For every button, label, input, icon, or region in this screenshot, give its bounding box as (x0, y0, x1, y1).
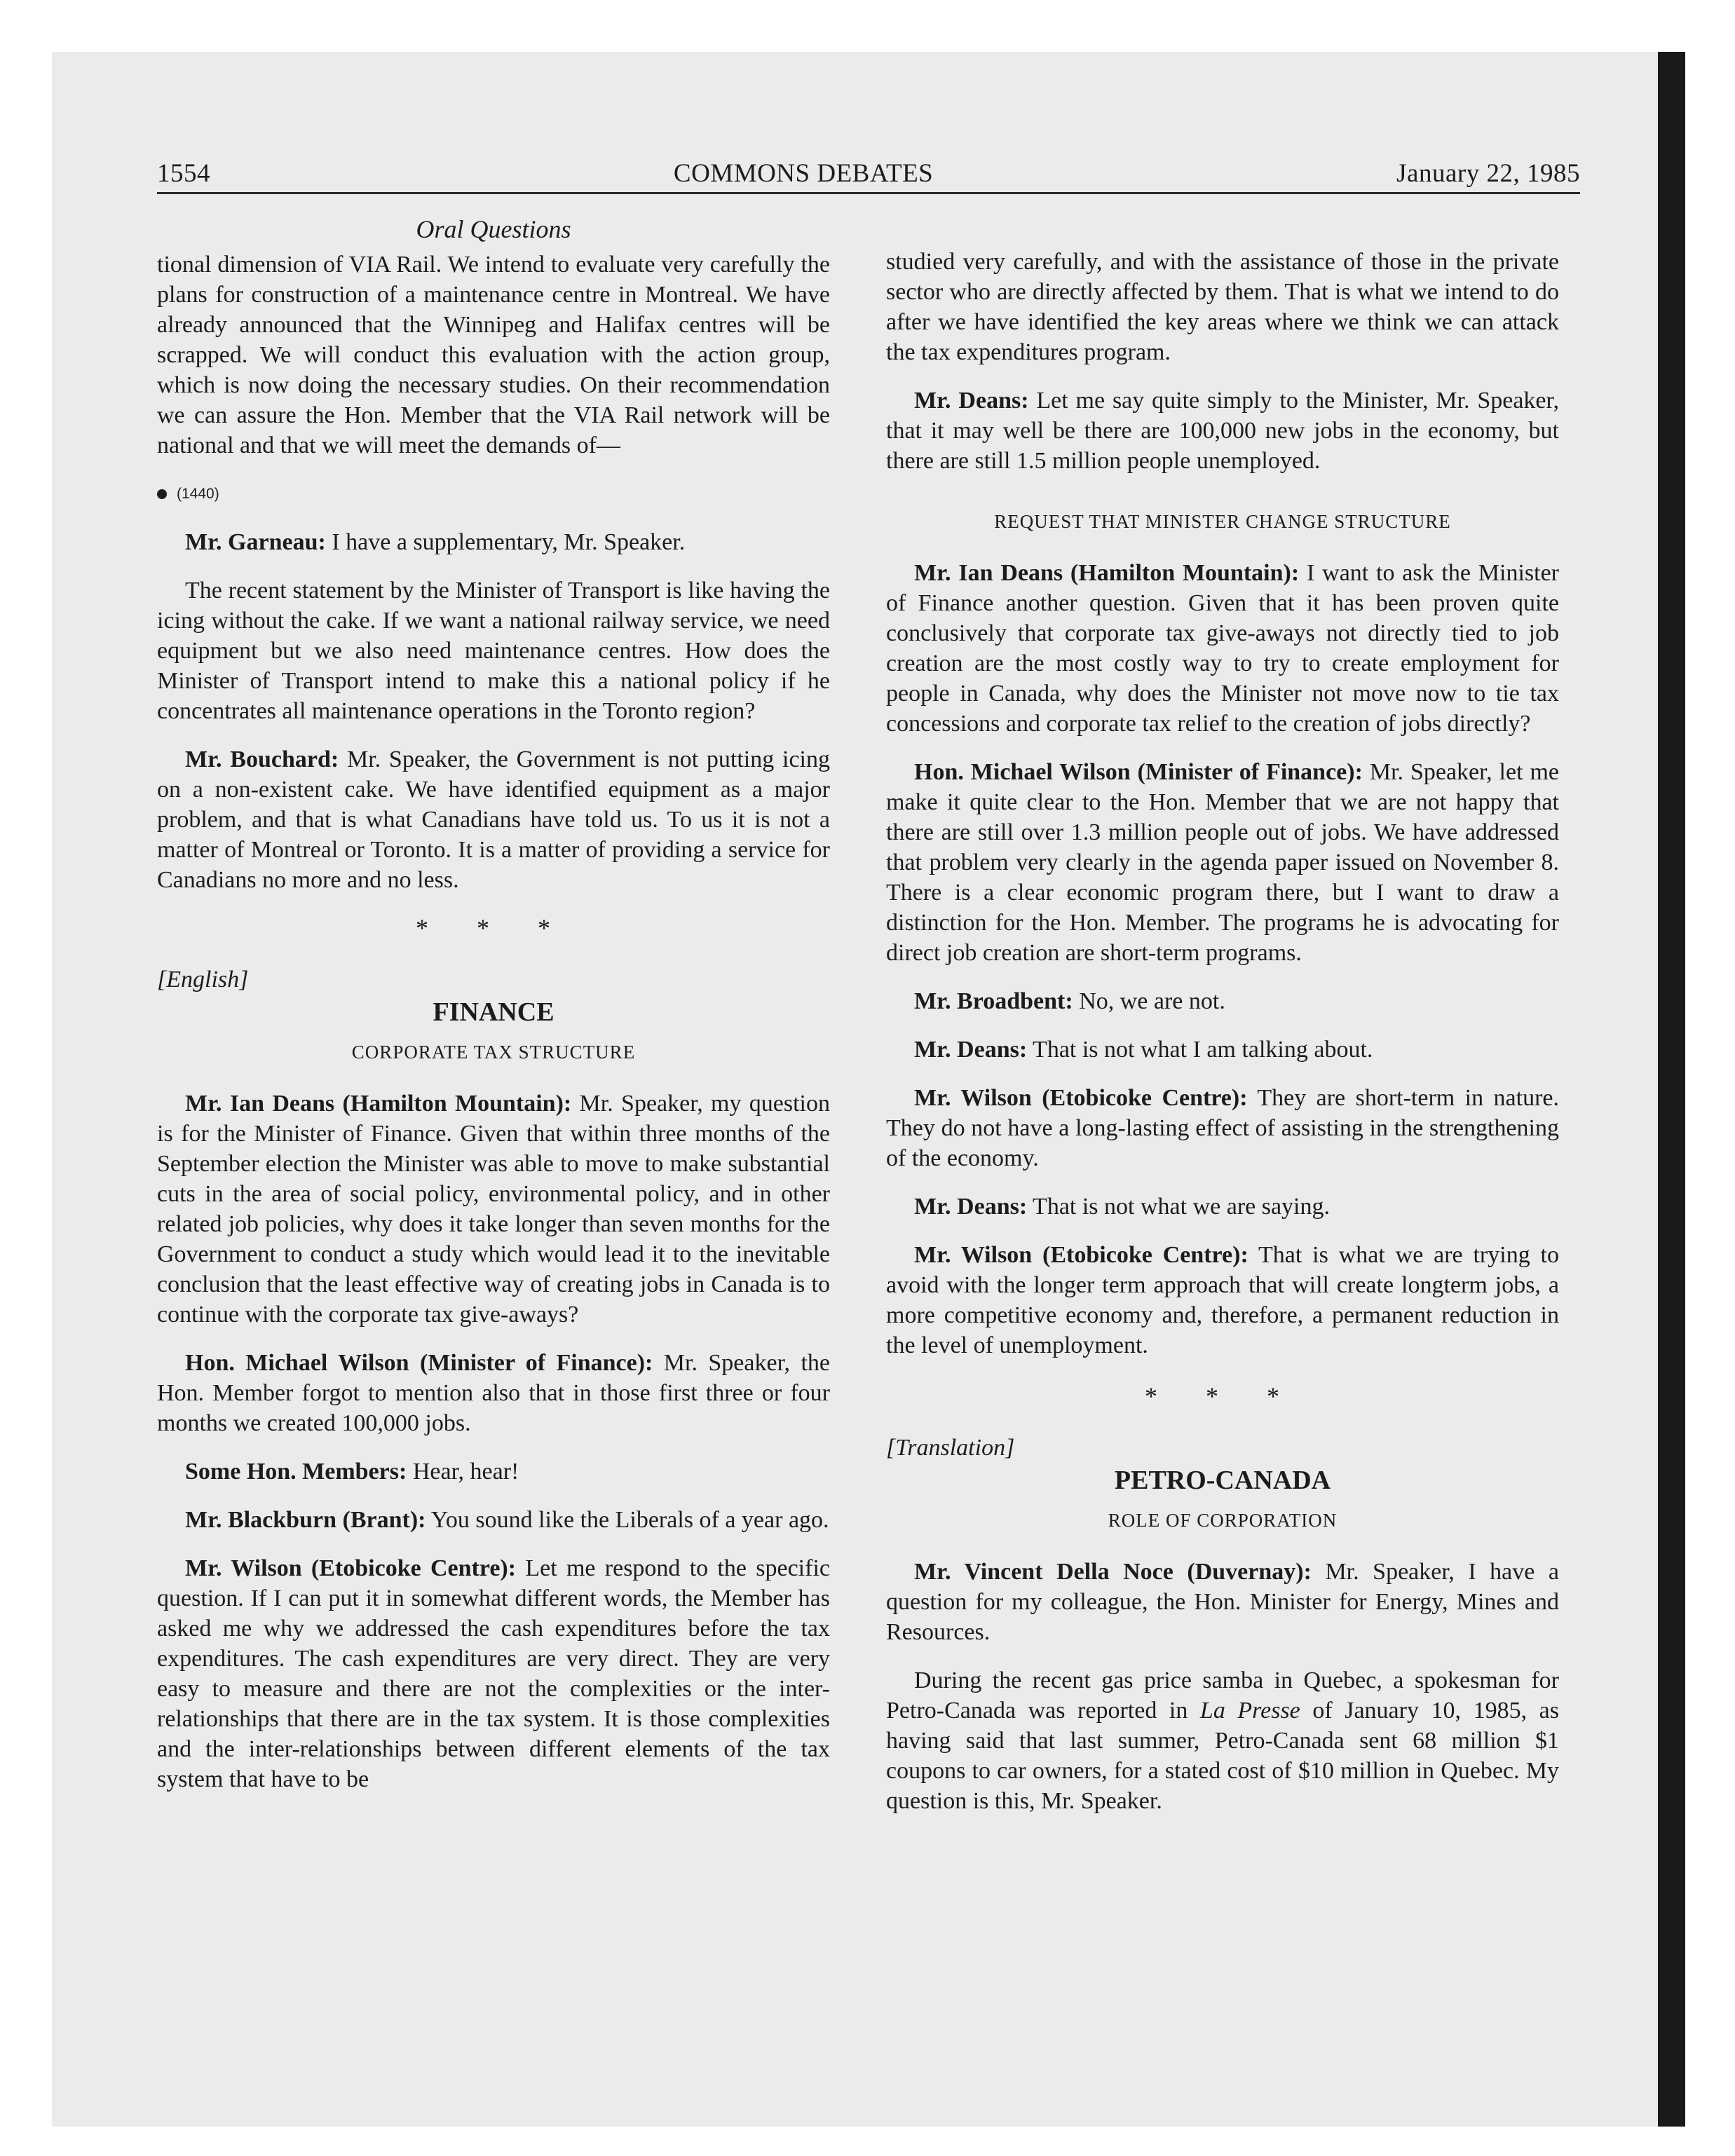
paragraph (886, 757, 1559, 968)
speech-text: I want to ask the Minister of Finance another question. Given that it has been proven quite conclusively that corporate tax give-aways not directly tied to job creation are the most costly way to try to create employment for people in Canada, why does the Minister not move now to tie tax concessions and corporate tax relief to the creation of jobs directly? (886, 560, 1559, 737)
paragraph (157, 1505, 830, 1535)
time-marker (157, 479, 830, 509)
speech-text: Mr. Speaker, my question is for the Minister of Finance. Given that within three months of the September election the Minister was able to move to make substantial cuts in the area of social policy, environmental policy, and in other related job policies, why does it take longer than seven months for the Government to conduct a study which would lead it to the inevitable conclusion that the least effective way of creating jobs in Canada is to continue with the corporate tax give-aways? (157, 1091, 831, 1328)
publication-title: COMMONS DEBATES (673, 159, 934, 188)
speech-text: Mr. Speaker, the Government is not putting icing on a non-existent cake. We have identified equipment as a major problem, and that is what Canadians have told us. To us it is not a matter of Montreal or Toronto. It is a matter of providing a service for Canadians no more and no less. (157, 746, 830, 893)
speaker-name: Mr. Ian Deans (Hamilton Mountain): (914, 560, 1300, 586)
speech-text: Let me respond to the specific question. If I can put it in somewhat different words, the Member has asked me why we addressed the cash expenditures before the tax expenditures. The cash expenditures are very direct. They are very easy to measure and there are not the complexities or the inter-relationships that there are in the tax system. It is those complexities and the inter-relationships between different elements of the tax system that have to be (157, 1555, 830, 1792)
running-head (157, 158, 1580, 189)
speech-text: That is not what we are saying. (1027, 1194, 1330, 1220)
page-date: January 22, 1985 (1396, 159, 1580, 188)
paragraph: The recent statement by the Minister of Transport is like having the icing without the cake. If we want a national railway service, we need equipment but we also need maintenance centres. How does the Minister of Transport intend to make this a national policy if he concentrates all maintenance operations in the Toronto region? (157, 578, 830, 724)
speaker-name: Some Hon. Members: (185, 1459, 407, 1485)
paragraph (157, 1348, 830, 1438)
paragraph (886, 1240, 1559, 1360)
language-tag: [English] (157, 967, 249, 992)
section-label: Oral Questions (416, 215, 571, 243)
paragraph (886, 558, 1559, 739)
paragraph (886, 986, 1559, 1016)
paragraph (157, 744, 830, 895)
speech-text: Let me say quite simply to the Minister, Mr. Speaker, that it may well be there are 100,000 new jobs in the economy, but there are still 1.5 million people unemployed. (886, 388, 1559, 474)
speech-text: Hear, hear! (407, 1459, 519, 1485)
paragraph: tional dimension of VIA Rail. We intend to evaluate very carefully the plans for construction of a maintenance centre in Montreal. We have already announced that the Winnipeg and Halifax centres will be scrapped. We will conduct this evaluation with the action group, which is now doing the necessary studies. On their recommendation we can assure the Hon. Member that the VIA Rail network will be national and that we will meet the demands of— (157, 252, 830, 458)
language-tag: [Translation] (886, 1435, 1015, 1461)
speech-text: Mr. Speaker, I have a question for my colleague, the Hon. Minister for Energy, Mines and Resources. (886, 1559, 1559, 1645)
paragraph (886, 1665, 1559, 1816)
speaker-name: Mr. Broadbent: (914, 988, 1073, 1014)
paragraph (157, 1089, 830, 1330)
section-subheading: ROLE OF CORPORATION (1108, 1510, 1338, 1531)
speaker-name: Mr. Blackburn (Brant): (185, 1507, 426, 1533)
speech-text: Mr. Speaker, the Hon. Member forgot to mention also that in those first three or four months we created 100,000 jobs. (157, 1350, 830, 1436)
speaker-name: Mr. Garneau: (185, 529, 326, 555)
paragraph (886, 1035, 1559, 1065)
speaker-name: Hon. Michael Wilson (Minister of Finance): (914, 759, 1363, 785)
speaker-name: Mr. Wilson (Etobicoke Centre): (914, 1242, 1248, 1268)
speech-text: They are short-term in nature. They do not have a long-lasting effect of assisting in the strengthening of the economy. (886, 1085, 1559, 1171)
paragraph (157, 527, 830, 557)
speaker-name: Mr. Wilson (Etobicoke Centre): (914, 1085, 1248, 1111)
speech-text: I have a supplementary, Mr. Speaker. (325, 529, 686, 555)
paragraph (886, 1083, 1559, 1173)
section-heading: FINANCE (433, 997, 554, 1027)
page-number: 1554 (157, 159, 210, 188)
speaker-name: Mr. Ian Deans (Hamilton Mountain): (185, 1091, 572, 1117)
bullet-icon (157, 489, 167, 499)
paragraph: studied very carefully, and with the assistance of those in the private sector who are directly affected by them. That is what we intend to do after we have identified the key areas where we think we can attack the tax expenditures program. (886, 249, 1559, 365)
speaker-name: Hon. Michael Wilson (Minister of Finance): (185, 1350, 653, 1376)
left-column (157, 250, 830, 1813)
paragraph (157, 1553, 830, 1794)
section-heading: PETRO-CANADA (1114, 1466, 1331, 1495)
publication-name: La Presse (1199, 1698, 1300, 1724)
speaker-name: Mr. Deans: (914, 388, 1029, 414)
speaker-name: Mr. Wilson (Etobicoke Centre): (185, 1555, 517, 1581)
speaker-name: Mr. Vincent Della Noce (Duvernay): (914, 1559, 1312, 1585)
right-column (886, 247, 1559, 1834)
speaker-name: Mr. Deans: (914, 1194, 1028, 1220)
paragraph (886, 386, 1559, 476)
header-rule (157, 192, 1580, 194)
page-edge-shadow (1658, 52, 1685, 2127)
speaker-name: Mr. Bouchard: (185, 746, 339, 772)
speech-text: You sound like the Liberals of a year ago. (426, 1507, 829, 1533)
speech-text: That is what we are trying to avoid with the longer term approach that will create longterm jobs, a more competitive economy and, therefore, a permanent reduction in the level of unemployment. (886, 1242, 1559, 1358)
paragraph (886, 1557, 1559, 1647)
paragraph (157, 1456, 830, 1487)
speech-text: That is not what I am talking about. (1027, 1037, 1373, 1063)
speaker-name: Mr. Deans: (914, 1037, 1028, 1063)
time-marker-text: (1440) (177, 486, 219, 502)
speech-text: During the recent gas price samba in Quebec, a spokesman for Petro-Canada was reported in (886, 1667, 1559, 1724)
section-subheading: CORPORATE TAX STRUCTURE (351, 1042, 636, 1063)
section-separator: * * * (1145, 1382, 1300, 1410)
speech-text: of January 10, 1985, as having said that last summer, Petro-Canada sent 68 million $1 coupons to car owners, for a stated cost of $10 million in Quebec. My question is this, Mr. Speaker. (886, 1698, 1559, 1814)
section-separator: * * * (416, 914, 571, 942)
speech-text: No, we are not. (1073, 988, 1225, 1014)
speech-text: Mr. Speaker, let me make it quite clear to the Hon. Member that we are not happy that there are still over 1.3 million people out of jobs. We have addressed that problem very clearly in the agenda paper issued on November 8. There is a clear economic program there, but I want to draw a distinction for the Hon. Member. The programs he is advocating for direct job creation are short-term programs. (886, 759, 1559, 966)
paragraph (886, 1192, 1559, 1222)
section-subheading: REQUEST THAT MINISTER CHANGE STRUCTURE (994, 511, 1451, 532)
